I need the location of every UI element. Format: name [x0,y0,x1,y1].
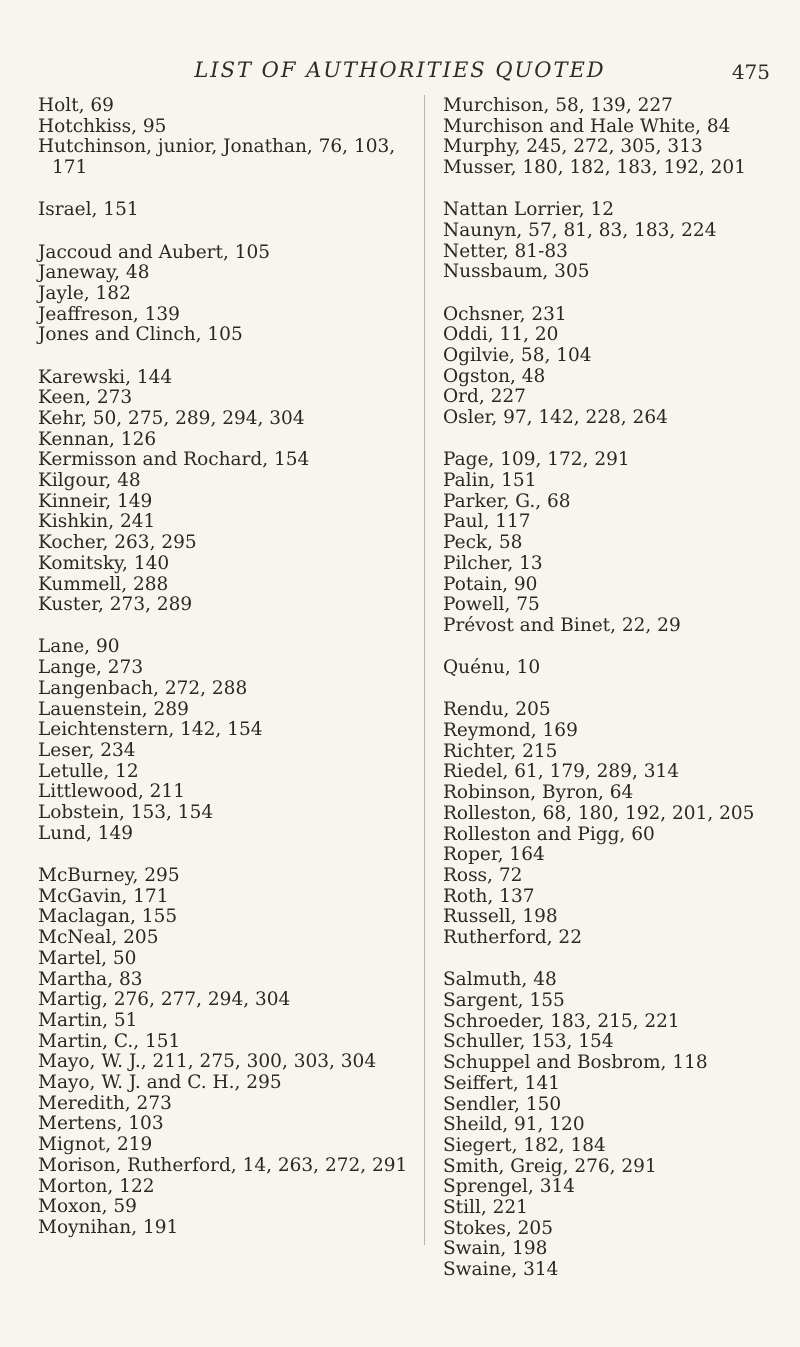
index-entry: Kermisson and Rochard, 154 [38,449,310,471]
index-entry: Lund, 149 [38,822,134,844]
index-entry: Parker, G., 68 [443,490,571,512]
index-entry: Maclagan, 155 [38,906,178,928]
index-entry: Page, 109, 172, 291 [443,449,630,471]
index-entry: Murchison and Hale White, 84 [443,115,731,137]
letter-group [443,200,800,283]
index-entry: Musser, 180, 182, 183, 192, 201 [443,157,746,179]
index-entry: Kinneir, 149 [38,490,153,512]
index-entry: Sargent, 155 [443,990,565,1012]
letter-group [443,450,800,636]
index-entry: Martha, 83 [38,968,143,990]
index-entry: Lauenstein, 289 [38,698,189,720]
letter-group [38,368,428,616]
index-entry: Kummell, 288 [38,573,169,595]
index-entry: Peck, 58 [443,532,523,554]
index-entry: Lane, 90 [38,636,120,658]
index-entry: Riedel, 61, 179, 289, 314 [443,761,680,783]
index-entry: Moxon, 59 [38,1196,137,1218]
index-entry: Mertens, 103 [38,1113,164,1135]
index-entry: Richter, 215 [443,740,558,762]
index-entry: Seiffert, 141 [443,1072,560,1094]
index-entry: Rolleston, 68, 180, 192, 201, 205 [443,802,755,824]
index-entry: Jaccoud and Aubert, 105 [38,241,271,263]
index-entry: Letulle, 12 [38,760,139,782]
index-entry: Karewski, 144 [38,366,173,388]
index-entry: Jayle, 182 [38,282,131,304]
index-entry: Schuller, 153, 154 [443,1031,614,1053]
index-entry: Mignot, 219 [38,1134,153,1156]
index-entry: Roth, 137 [443,885,535,907]
index-entry: Janeway, 48 [38,262,150,284]
index-entry: Rolleston and Pigg, 60 [443,823,655,845]
index-entry: Salmuth, 48 [443,969,557,991]
letter-group [38,243,428,347]
index-entry: Netter, 81-83 [443,240,568,262]
index-entry: Kishkin, 241 [38,511,156,533]
letter-group [38,200,428,221]
index-entry: Martel, 50 [38,947,137,969]
index-entry: Murphy, 245, 272, 305, 313 [443,136,703,158]
index-entry: Hotchkiss, 95 [38,115,167,137]
index-entry: Morton, 122 [38,1175,155,1197]
index-entry: Ogilvie, 58, 104 [443,345,592,367]
index-entry: Ogston, 48 [443,365,546,387]
index-entry: Martin, C., 151 [38,1030,181,1052]
index-entry: Kennan, 126 [38,428,157,450]
index-entry: Nussbaum, 305 [443,261,590,283]
index-entry: Rendu, 205 [443,699,551,721]
index-entry: Prévost and Binet, 22, 29 [443,614,681,636]
index-entry: Leichtenstern, 142, 154 [38,719,263,741]
index-entry: Paul, 117 [443,511,531,533]
index-column-right [443,96,800,1302]
index-entry: Smith, Greig, 276, 291 [443,1155,657,1177]
index-entry: Swain, 198 [443,1238,548,1260]
index-entry: Nattan Lorrier, 12 [443,199,614,221]
index-entry: Potain, 90 [443,573,538,595]
index-entry: Powell, 75 [443,594,540,616]
index-entry: Meredith, 273 [38,1092,172,1114]
index-entry: Siegert, 182, 184 [443,1134,606,1156]
index-entry: McNeal, 205 [38,927,159,949]
index-entry: Swaine, 314 [443,1259,559,1281]
index-entry: Kocher, 263, 295 [38,532,197,554]
letter-group [443,305,800,429]
index-entry: Kuster, 273, 289 [38,594,193,616]
index-entry: McBurney, 295 [38,865,180,886]
index-entry: Martin, 51 [38,1009,138,1031]
index-entry: Jones and Clinch, 105 [38,324,243,346]
index-entry: Leser, 234 [38,739,136,761]
index-entry: Moynihan, 191 [38,1216,179,1238]
index-entry: McGavin, 171 [38,885,169,907]
index-entry: Rutherford, 22 [443,927,582,949]
index-entry: Israel, 151 [38,199,139,221]
index-entry: Ochsner, 231 [443,303,567,325]
index-entry: Roper, 164 [443,844,545,866]
index-entry: Ord, 227 [443,386,526,408]
index-entry: Oddi, 11, 20 [443,324,559,346]
index-entry: Langenbach, 272, 288 [38,677,248,699]
index-entry: Holt, 69 [38,95,114,116]
index-entry: Jeaffreson, 139 [38,303,180,325]
letter-group [443,658,800,679]
index-entry: Quénu, 10 [443,657,541,679]
index-entry: Schuppel and Bosbrom, 118 [443,1052,708,1074]
index-entry: Hutchinson, junior, Jonathan, 76, 103, 171 [38,136,396,179]
index-entry: Russell, 198 [443,906,558,928]
index-entry: Naunyn, 57, 81, 83, 183, 224 [443,220,717,242]
letter-group [443,96,800,179]
letter-group [443,970,800,1281]
index-entry: Palin, 151 [443,470,537,492]
letter-group [38,866,428,1239]
index-entry: Mayo, W. J. and C. H., 295 [38,1072,282,1094]
index-entry: Sprengel, 314 [443,1176,576,1198]
index-entry: Robinson, Byron, 64 [443,782,634,804]
page-number: 475 [731,60,770,84]
index-entry: Pilcher, 13 [443,552,543,574]
running-header-title: LIST OF AUTHORITIES QUOTED [194,58,606,82]
index-entry: Murchison, 58, 139, 227 [443,95,673,116]
index-entry: Komitsky, 140 [38,552,170,574]
index-entry: Stokes, 205 [443,1217,553,1239]
index-entry: Keen, 273 [38,387,133,409]
letter-group [38,96,428,179]
letter-group [38,637,428,844]
index-entry: Ross, 72 [443,865,523,886]
index-entry: Kehr, 50, 275, 289, 294, 304 [38,407,305,429]
index-entry: Sheild, 91, 120 [443,1114,585,1136]
index-entry: Still, 221 [443,1197,528,1219]
index-entry: Schroeder, 183, 215, 221 [443,1010,680,1032]
index-entry: Sendler, 150 [443,1093,562,1115]
index-entry: Martig, 276, 277, 294, 304 [38,989,291,1011]
index-entry: Morison, Rutherford, 14, 263, 272, 291 [38,1154,408,1176]
letter-group [443,700,800,948]
index-entry: Lange, 273 [38,657,144,679]
index-entry: Osler, 97, 142, 228, 264 [443,407,668,429]
index-entry: Reymond, 169 [443,720,578,742]
index-entry: Littlewood, 211 [38,781,185,803]
index-entry: Mayo, W. J., 211, 275, 300, 303, 304 [38,1051,377,1073]
index-entry: Lobstein, 153, 154 [38,802,214,824]
index-column-left [38,96,428,1260]
index-entry: Kilgour, 48 [38,470,141,492]
